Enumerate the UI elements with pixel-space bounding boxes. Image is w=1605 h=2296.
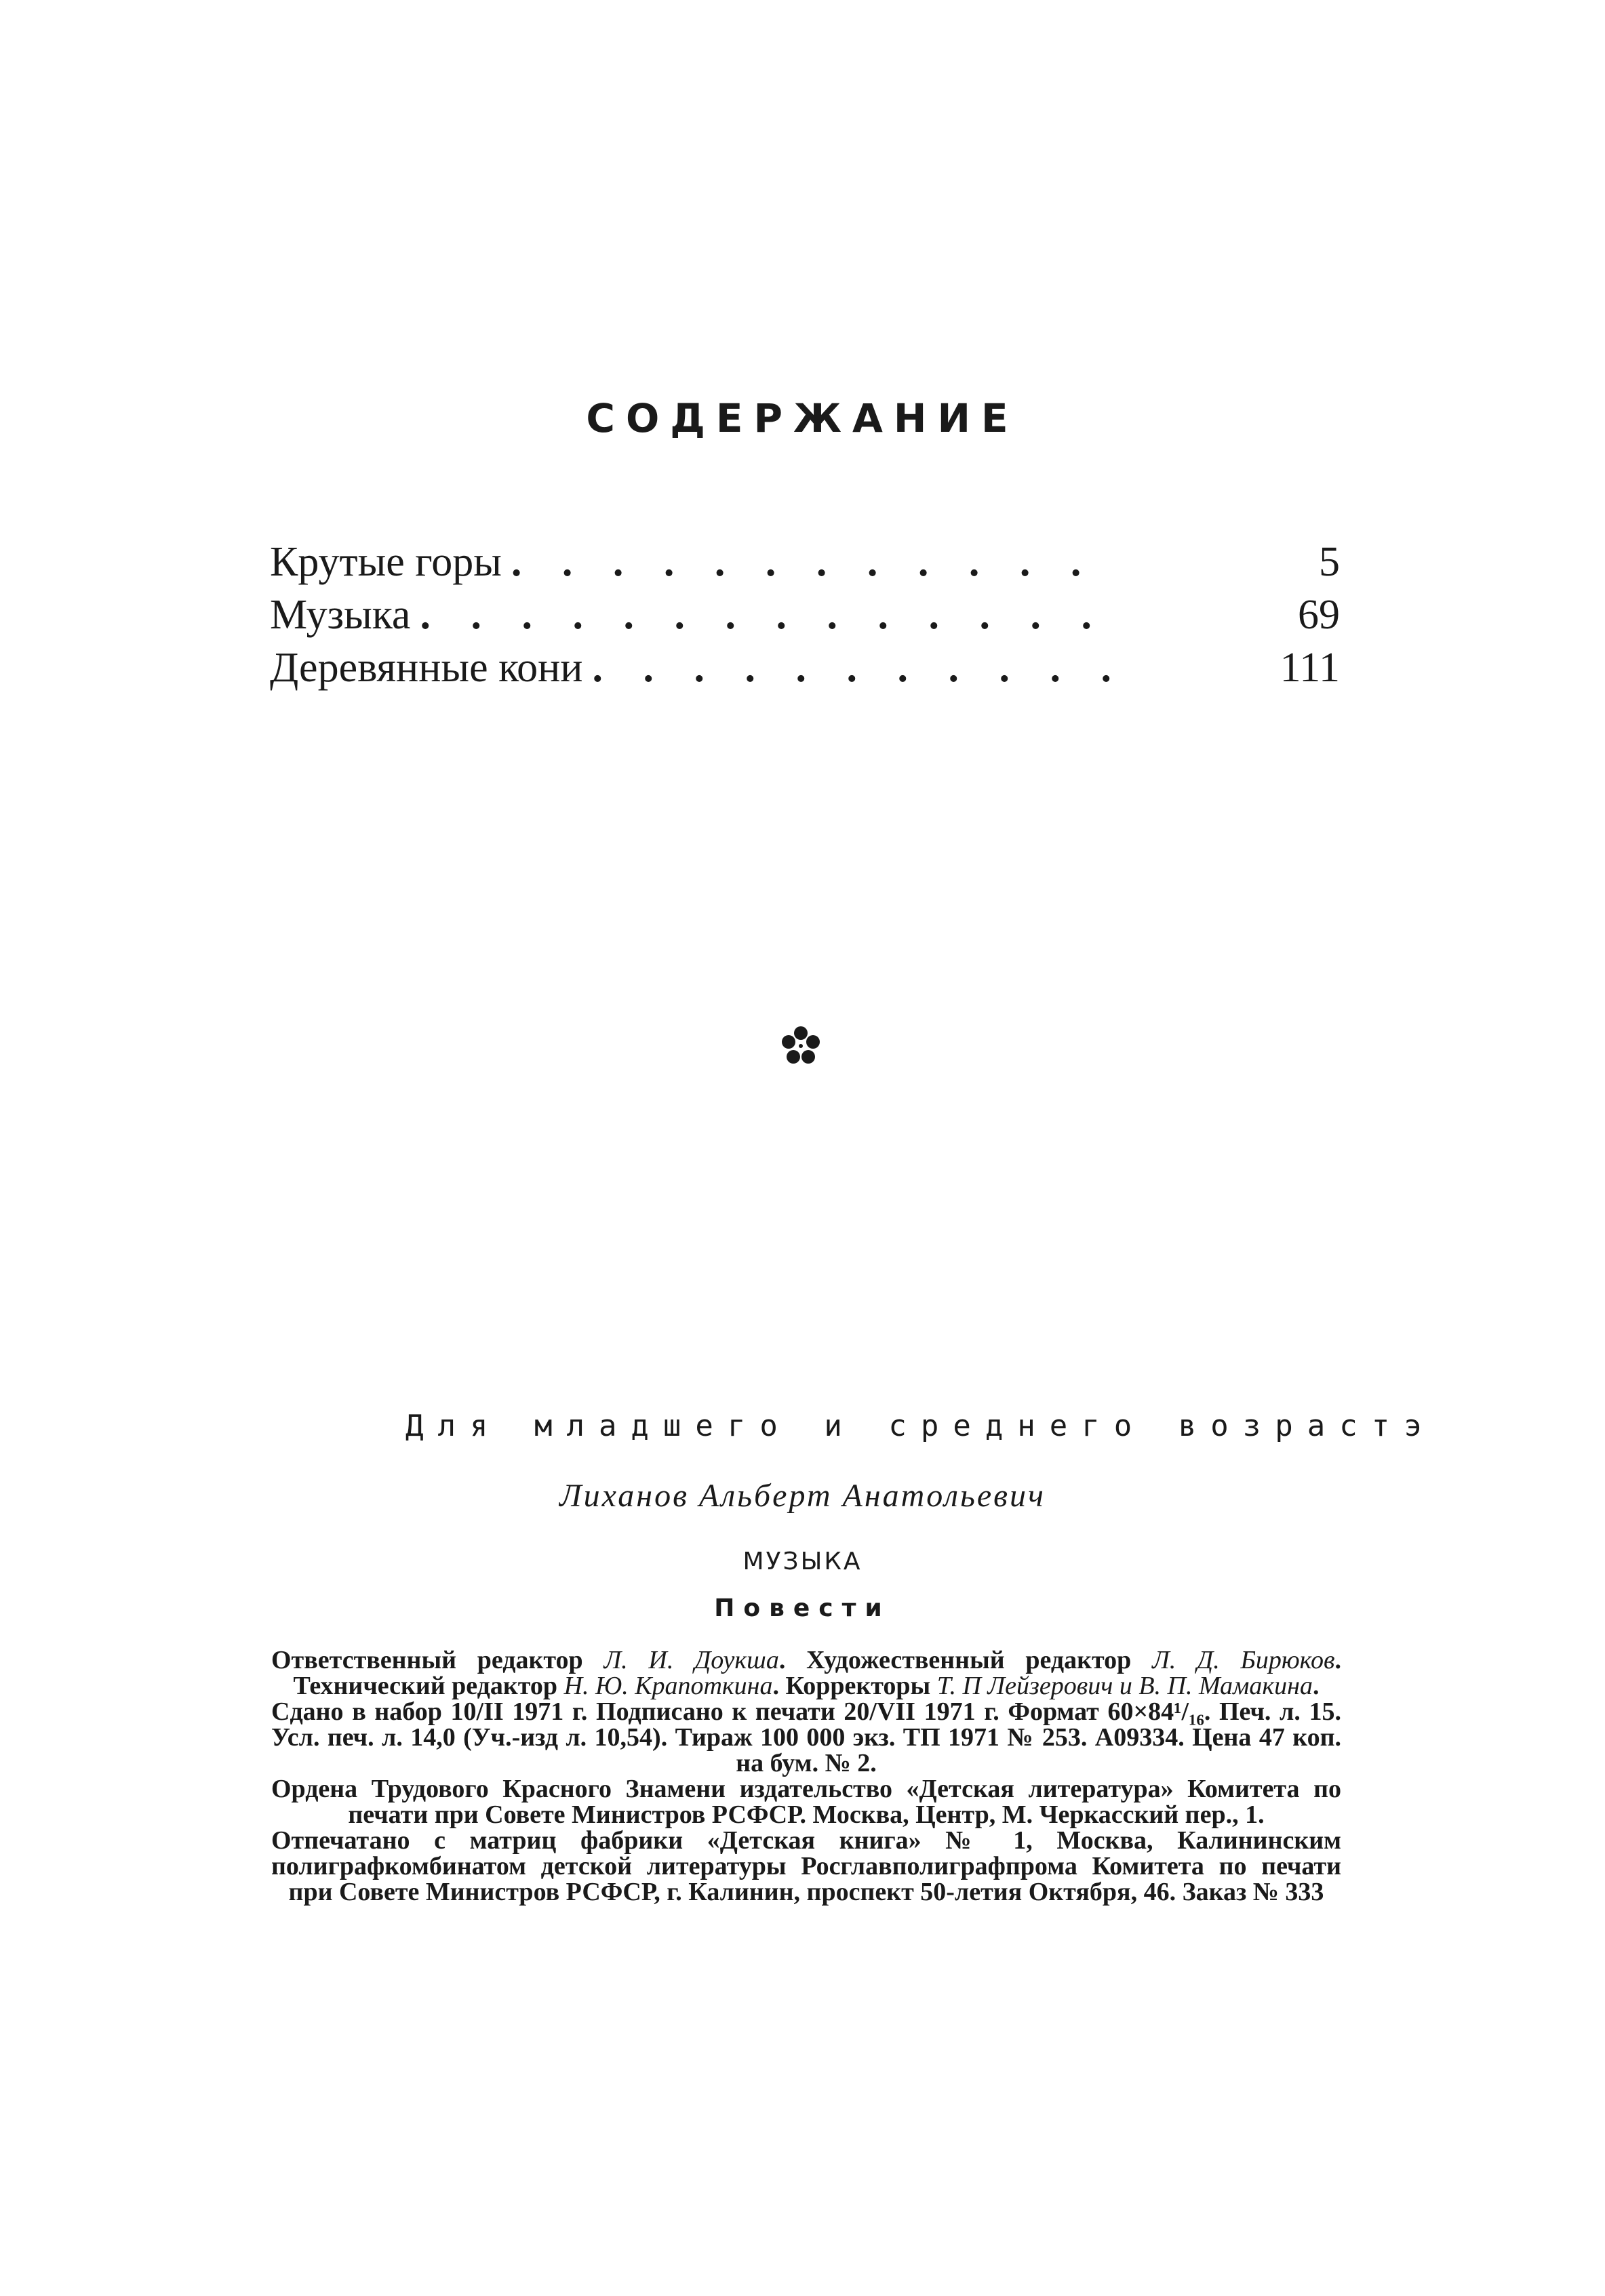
editor-name: Л. И. Доукша bbox=[603, 1646, 779, 1674]
tech-editor-name: Н. Ю. Крапоткина bbox=[563, 1672, 773, 1700]
colophon-production: Сдано в набор 10/II 1971 г. Подписано к печати 20/VII 1971 г. Формат 60×84¹/₁₆. Печ. л. 15. Усл. печ. л. 14,0 (Уч.-изд л. 10,54). Тираж 100 000 экз. ТП 1971 № 253. А09334. Цена 47 коп. на бум. № 2. bbox=[271, 1697, 1341, 1777]
toc-entry-title: Музыка bbox=[270, 592, 411, 638]
toc-entry-page: 69 bbox=[1298, 592, 1340, 638]
book-genre: Повести bbox=[714, 1594, 891, 1622]
toc-entry-page: 111 bbox=[1280, 645, 1340, 691]
colophon-printer: Отпечатано с матриц фабрики «Детская книга» № 1, Москва, Калининским полиграфкомбинатом детской литературы Росглавполиграфпрома Комитета по печати при Совете Министров РСФСР, г. Калинин, проспект 50-летия Октября, 46. Заказ № 333 bbox=[271, 1826, 1341, 1906]
toc-entry-title: Деревянные кони bbox=[270, 645, 583, 691]
toc-entry[interactable] bbox=[270, 536, 1340, 588]
book-title: МУЗЫКА bbox=[742, 1548, 863, 1575]
toc-entry[interactable] bbox=[270, 588, 1340, 641]
audience-note: Для младшего и среднего возрастэ bbox=[405, 1409, 1436, 1443]
toc-entry-page: 5 bbox=[1319, 539, 1340, 585]
tech-editor-label: . Технический редактор bbox=[293, 1646, 1342, 1700]
toc-dot-leader: . . . . . . . . . . . . . . bbox=[420, 592, 1107, 638]
toc-dot-leader: . . . . . . . . . . . . bbox=[511, 539, 1096, 585]
editors-end: . bbox=[1312, 1672, 1320, 1700]
proofreaders-label: . Корректоры bbox=[772, 1672, 931, 1700]
editor-label: Ответственный редактор bbox=[271, 1646, 583, 1674]
proofreaders-names: Т. П Лейзерович и В. П. Мамакина bbox=[936, 1672, 1313, 1700]
toc-entry-title: Крутые горы bbox=[270, 539, 502, 585]
toc-dot-leader: . . . . . . . . . . . bbox=[592, 645, 1126, 691]
contents-heading: СОДЕРЖАНИЕ bbox=[586, 395, 1019, 441]
colophon-editors bbox=[271, 1647, 1341, 1699]
colophon-publisher: Ордена Трудового Красного Знамени издательство «Детская литература» Комитета по печати при Совете Министров РСФСР. Москва, Центр, М. Черкасский пер., 1. bbox=[271, 1775, 1341, 1829]
author-name: Лиханов Альберт Анатольевич bbox=[559, 1478, 1046, 1514]
toc-entry[interactable] bbox=[270, 641, 1340, 694]
colophon bbox=[271, 1647, 1341, 1905]
contents-list bbox=[270, 536, 1340, 694]
art-editor-label: . Художественный редактор bbox=[778, 1646, 1132, 1674]
art-editor-name: Л. Д. Бирюков bbox=[1152, 1646, 1335, 1674]
flower-ornament-icon bbox=[780, 1025, 822, 1067]
